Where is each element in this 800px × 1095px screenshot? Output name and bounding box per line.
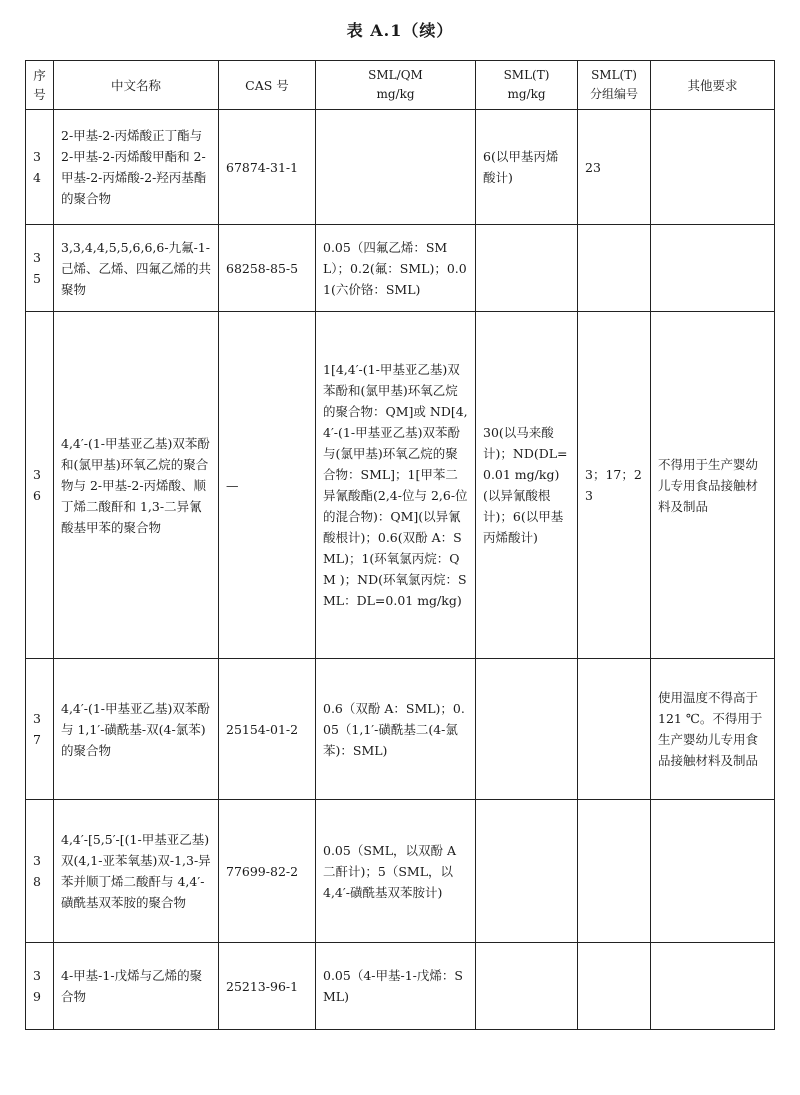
cell-other <box>651 800 775 943</box>
cell-cas: 68258-85-5 <box>219 225 316 312</box>
cell-sml-qm: 1[4,4′-(1-甲基亚乙基)双苯酚和(氯甲基)环氧乙烷的聚合物：QM]或 ND[4,4′-(1-甲基亚乙基)双苯酚与(氯甲基)环氧乙烷的聚合物：SML]；1[甲苯二异氰酸酯(2,4-位与 2,6-位的混合物)：QM](以异氰酸根计)；0.6(双酚 A：SML)；1(环氧氯丙烷：QM )；ND(环氧氯丙烷：SML：DL=0.01 mg/kg) <box>316 312 476 659</box>
cell-sml-t <box>476 225 578 312</box>
header-sml-t-label: SML(T) <box>503 68 550 82</box>
cell-sml-qm: 0.05（四氟乙烯：SML）；0.2(氟：SML)；0.01(六价铬：SML) <box>316 225 476 312</box>
cell-sml-t <box>476 943 578 1030</box>
table-row <box>26 110 775 225</box>
cell-sml-qm: 0.6（双酚 A：SML)；0.05（1,1′-磺酰基二(4-氯苯)：SML) <box>316 659 476 800</box>
cell-sml-t: 6(以甲基丙烯酸计) <box>476 110 578 225</box>
cell-name: 4,4′-[5,5′-[(1-甲基亚乙基)双(4,1-亚苯氧基)双-1,3-异苯并顺丁烯二酸酐与 4,4′-磺酰基双苯胺的聚合物 <box>54 800 219 943</box>
cell-no: 38 <box>26 800 54 943</box>
table-row <box>26 943 775 1030</box>
cell-sml-qm: 0.05（SML，以双酚 A 二酐计)；5（SML，以 4,4′-磺酰基双苯胺计) <box>316 800 476 943</box>
cell-other <box>651 943 775 1030</box>
table-row <box>26 800 775 943</box>
table-row <box>26 225 775 312</box>
cell-no: 37 <box>26 659 54 800</box>
cell-sml-t <box>476 800 578 943</box>
cell-name: 3,3,4,4,5,5,6,6,6-九氟-1-己烯、乙烯、四氟乙烯的共聚物 <box>54 225 219 312</box>
cell-other: 使用温度不得高于 121 ℃。不得用于生产婴幼儿专用食品接触材料及制品 <box>651 659 775 800</box>
header-sml-qm-unit: mg/kg <box>376 87 415 101</box>
cell-group <box>578 659 651 800</box>
cell-cas: — <box>219 312 316 659</box>
cell-group <box>578 225 651 312</box>
header-name: 中文名称 <box>54 61 219 110</box>
header-sml-t <box>476 61 578 110</box>
cell-sml-qm <box>316 110 476 225</box>
header-no: 序号 <box>26 61 54 110</box>
cell-no: 35 <box>26 225 54 312</box>
cell-no: 36 <box>26 312 54 659</box>
cell-sml-t <box>476 659 578 800</box>
header-sml-t-unit: mg/kg <box>507 87 546 101</box>
cell-other <box>651 110 775 225</box>
cell-cas: 25154-01-2 <box>219 659 316 800</box>
cell-cas: 77699-82-2 <box>219 800 316 943</box>
table-header-row <box>26 61 775 110</box>
cell-group <box>578 943 651 1030</box>
cell-name: 4,4′-(1-甲基亚乙基)双苯酚与 1,1′-磺酰基-双(4-氯苯)的聚合物 <box>54 659 219 800</box>
cell-sml-t: 30(以马来酸计)；ND(DL=0.01 mg/kg)(以异氰酸根计)；6(以甲基丙烯酸计) <box>476 312 578 659</box>
header-sml-qm-label: SML/QM <box>368 68 423 82</box>
cell-sml-qm: 0.05（4-甲基-1-戊烯：SML) <box>316 943 476 1030</box>
header-cas: CAS 号 <box>219 61 316 110</box>
cell-group: 23 <box>578 110 651 225</box>
cell-group <box>578 800 651 943</box>
table-row <box>26 659 775 800</box>
cell-name: 4,4′-(1-甲基亚乙基)双苯酚和(氯甲基)环氧乙烷的聚合物与 2-甲基-2-丙烯酸、顺丁烯二酸酐和 1,3-二异氰酸基甲苯的聚合物 <box>54 312 219 659</box>
header-sml-qm <box>316 61 476 110</box>
header-other: 其他要求 <box>651 61 775 110</box>
cell-no: 39 <box>26 943 54 1030</box>
cell-cas: 67874-31-1 <box>219 110 316 225</box>
additive-spec-table <box>25 60 775 1030</box>
cell-no: 34 <box>26 110 54 225</box>
cell-name: 2-甲基-2-丙烯酸正丁酯与 2-甲基-2-丙烯酸甲酯和 2-甲基-2-丙烯酸-2-羟丙基酯的聚合物 <box>54 110 219 225</box>
cell-name: 4-甲基-1-戊烯与乙烯的聚合物 <box>54 943 219 1030</box>
cell-group: 3；17；23 <box>578 312 651 659</box>
cell-other: 不得用于生产婴幼儿专用食品接触材料及制品 <box>651 312 775 659</box>
header-group <box>578 61 651 110</box>
cell-cas: 25213-96-1 <box>219 943 316 1030</box>
cell-other <box>651 225 775 312</box>
table-title: 表 A.1（续） <box>346 21 454 40</box>
header-group-label: SML(T) <box>591 68 637 82</box>
table-row <box>26 312 775 659</box>
header-group-sub: 分组编号 <box>589 87 638 101</box>
